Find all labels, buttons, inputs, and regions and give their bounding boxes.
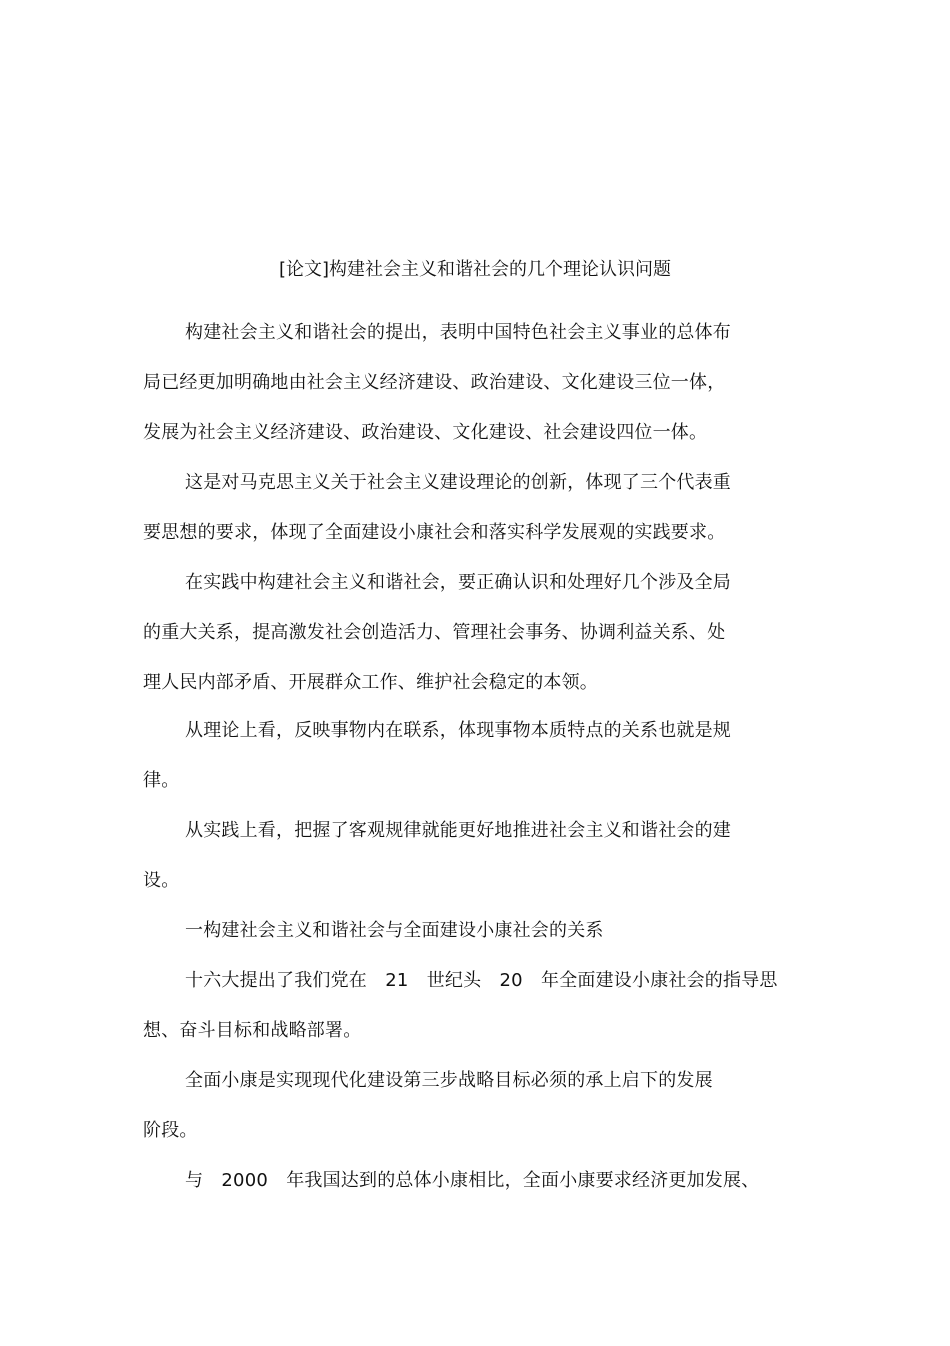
document-title: [论文]构建社会主义和谐社会的几个理论认识问题 (278, 259, 672, 280)
paragraph-line: 全面小康是实现现代化建设第三步战略目标必须的承上启下的发展 (185, 1070, 713, 1091)
paragraph-line: 从实践上看，把握了客观规律就能更好地推进社会主义和谐社会的建 (185, 820, 731, 841)
paragraph-line: 想、奋斗目标和战略部署。 (143, 1020, 362, 1041)
paragraph-line: 从理论上看，反映事物内在联系，体现事物本质特点的关系也就是规 (185, 720, 731, 741)
paragraph-line: 的重大关系，提高激发社会创造活力、管理社会事务、协调利益关系、处 (143, 622, 726, 643)
paragraph-line: 在实践中构建社会主义和谐社会，要正确认识和处理好几个涉及全局 (185, 572, 731, 593)
paragraph-line: 阶段。 (143, 1120, 198, 1141)
section-heading: 一构建社会主义和谐社会与全面建设小康社会的关系 (185, 920, 604, 941)
paragraph-line: 与 2000 年我国达到的总体小康相比，全面小康要求经济更加发展、 (185, 1170, 760, 1191)
paragraph-line: 构建社会主义和谐社会的提出，表明中国特色社会主义事业的总体布 (185, 322, 731, 343)
paragraph-line: 局已经更加明确地由社会主义经济建设、政治建设、文化建设三位一体， (143, 372, 726, 393)
paragraph-line: 这是对马克思主义关于社会主义建设理论的创新，体现了三个代表重 (185, 472, 731, 493)
paragraph-line: 发展为社会主义经济建设、政治建设、文化建设、社会建设四位一体。 (143, 422, 708, 443)
paragraph-line: 设。 (143, 870, 180, 891)
paragraph-line: 十六大提出了我们党在 21 世纪头 20 年全面建设小康社会的指导思 (185, 970, 778, 991)
paragraph-line: 律。 (143, 770, 180, 791)
paragraph-line: 理人民内部矛盾、开展群众工作、维护社会稳定的本领。 (143, 672, 598, 693)
paragraph-line: 要思想的要求，体现了全面建设小康社会和落实科学发展观的实践要求。 (143, 522, 726, 543)
